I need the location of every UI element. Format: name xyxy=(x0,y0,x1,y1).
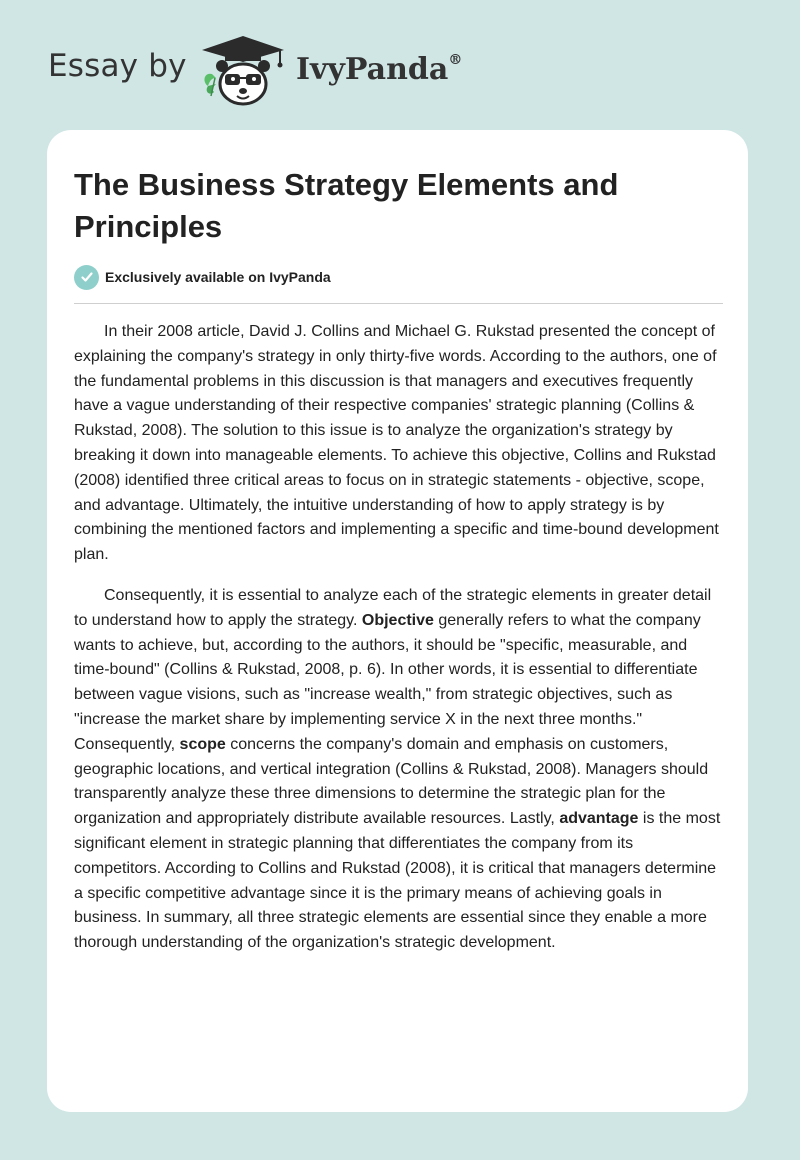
paragraph-2: Consequently, it is essential to analyze each of the strategic elements in greater detail to understand how to apply the strategy. Objective generally refers to what the company wants to achieve, but, according to the authors, it should be "specific, measurable, and time-bound" (Collins & Rukstad, 2008, p. 6). In other words, it is essential to differentiate between vague visions, such as "increase wealth," from strategic objectives, such as "increase the market share by implementing service X in the next three months." Consequently, scope concerns the company's domain and emphasis on customers, geographic locations, and vertical integration (Collins & Rukstad, 2008). Managers should transparently analyze these three dimensions to determine the strategic plan for the organization and appropriately distribute available resources. Lastly, advantage is the most significant element in strategic planning that differentiates the company from its competitors. According to Collins and Rukstad (2008), it is critical that managers determine a specific competitive advantage since it is the primary means of achieving goals in business. In summary, all three strategic elements are essential since they enable a more thorough understanding of the organization's strategic development. xyxy=(74,586,721,952)
exclusive-badge xyxy=(74,264,331,290)
essay-by-label: Essay by xyxy=(48,48,187,84)
essay-card xyxy=(47,130,748,1112)
exclusive-label: Exclusively available on IvyPanda xyxy=(105,269,331,285)
check-icon xyxy=(74,265,99,290)
leaf-icon xyxy=(205,74,216,96)
term-objective: Objective xyxy=(361,611,434,629)
panda-logo-icon[interactable] xyxy=(198,34,288,109)
brand-name[interactable]: IvyPanda® xyxy=(296,52,463,87)
paragraph-1: In their 2008 article, David J. Collins and Michael G. Rukstad presented the concept of explaining the company's strategy in only thirty-five words. According to the authors, one of the fundamental problems in this discussion is that managers and executives frequently have a vague understanding of their respective companies' strategic planning (Collins & Rukstad, 2008). The solution to this issue is to analyze the organization's strategy by breaking it down into manageable elements. To achieve this objective, Collins and Rukstad (2008) identified three critical areas to focus on in strategic statements - objective, scope, and advantage. Ultimately, the intuitive understanding of how to apply strategy is by combining the mentioned factors and implementing a specific and time-bound development plan. xyxy=(74,323,719,564)
essay-body xyxy=(74,320,724,972)
term-scope: scope xyxy=(179,735,226,753)
term-advantage: advantage xyxy=(559,810,639,828)
divider xyxy=(74,303,723,304)
registered-mark: ® xyxy=(448,52,463,68)
site-header xyxy=(0,0,800,125)
page-title: The Business Strategy Elements and Principles xyxy=(74,167,619,244)
